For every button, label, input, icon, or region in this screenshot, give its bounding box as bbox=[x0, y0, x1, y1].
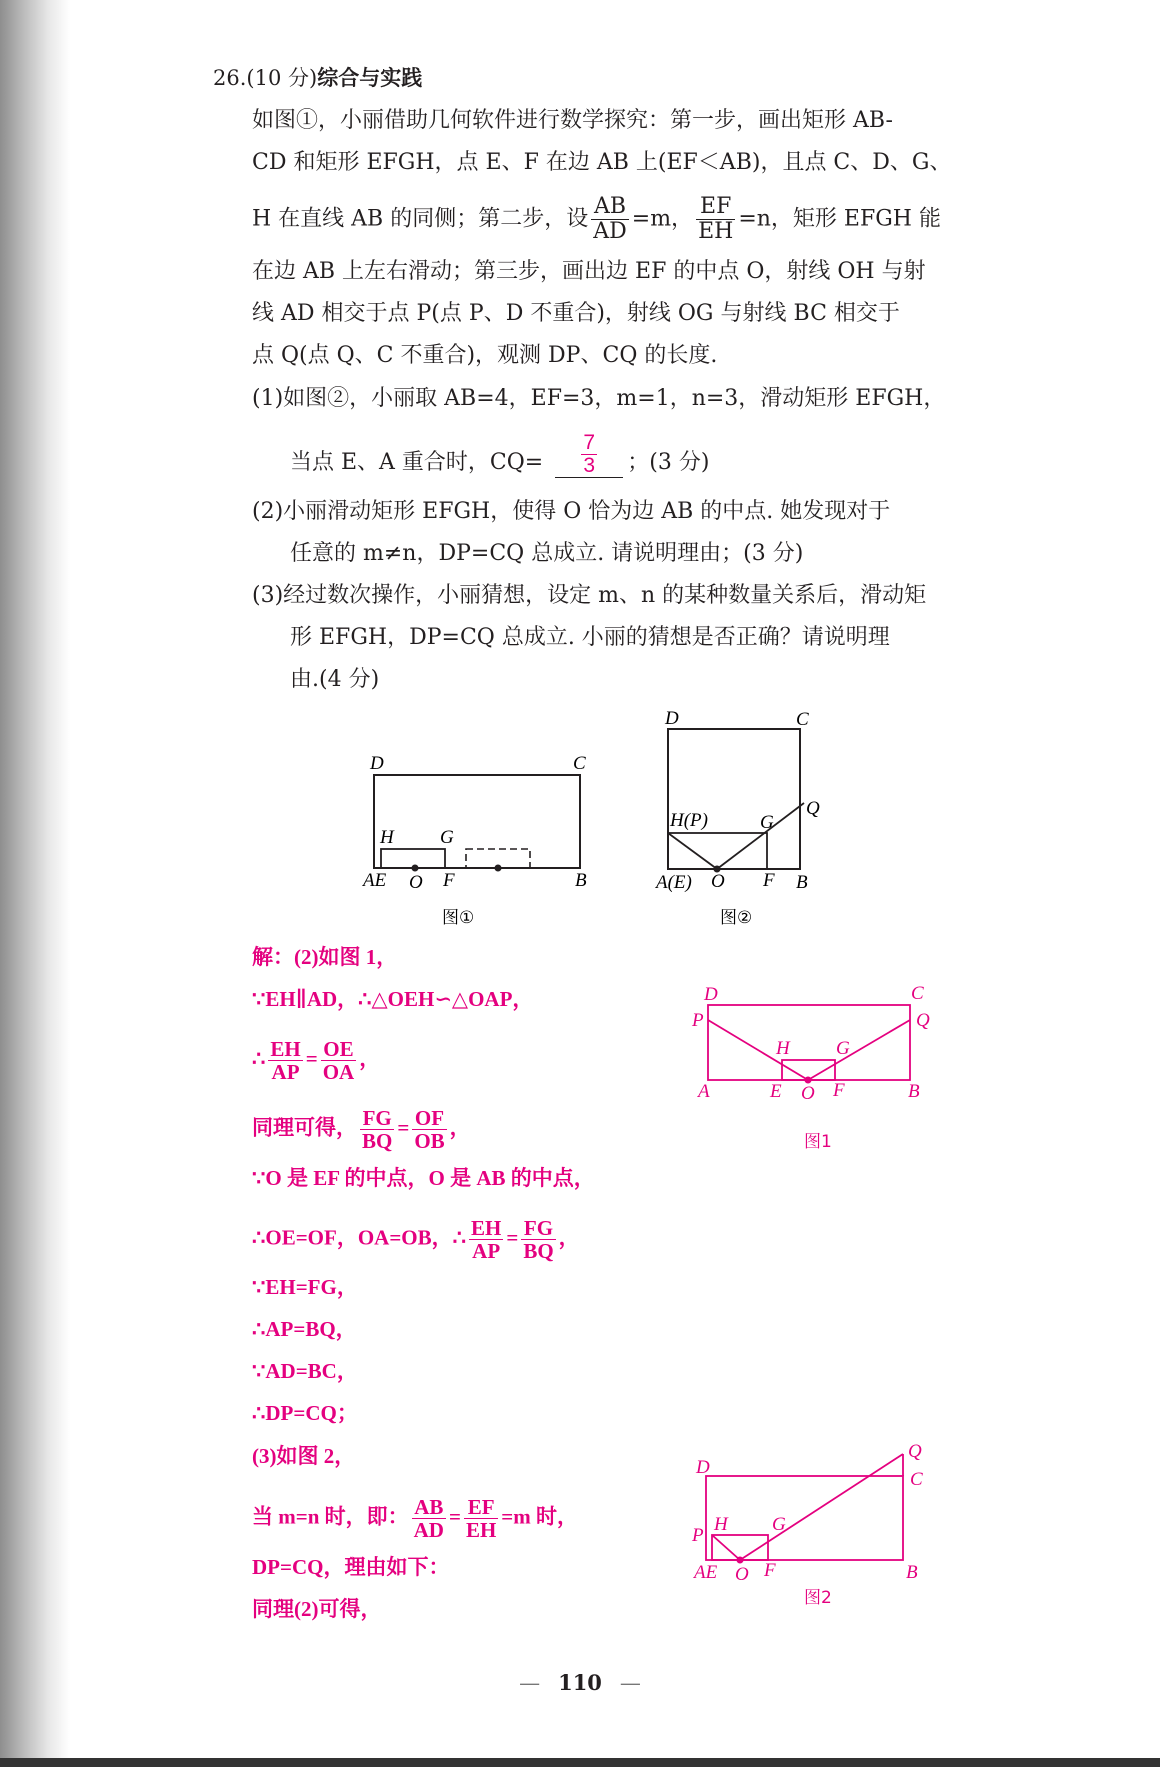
figure-2 bbox=[650, 705, 850, 930]
rect-abcd bbox=[374, 775, 580, 868]
answer-fraction bbox=[581, 432, 597, 477]
part2-line-2: 任意的 m≠n，DP=CQ 总成立. 请说明理由；(3 分) bbox=[290, 541, 804, 566]
figure-1 bbox=[360, 745, 620, 930]
label-f: F bbox=[763, 870, 775, 891]
solution-figure-2 bbox=[690, 1440, 940, 1615]
question-number: 26. bbox=[213, 66, 247, 90]
label-h: H bbox=[776, 1038, 790, 1059]
label-ae: AE bbox=[694, 1562, 718, 1583]
part1-line-2 bbox=[290, 432, 709, 478]
solution-text: ∴ bbox=[252, 1046, 266, 1071]
solution-line-3 bbox=[252, 1038, 380, 1083]
fraction-denominator: OA bbox=[322, 1060, 355, 1084]
ray-oh bbox=[668, 833, 717, 869]
equals: = bbox=[305, 1046, 318, 1071]
solution-line-5: ∵O 是 EF 的中点，O 是 AB 的中点， bbox=[252, 1166, 595, 1190]
point-o bbox=[737, 1557, 744, 1564]
label-f: F bbox=[443, 870, 455, 891]
fraction-denominator: EH bbox=[465, 1518, 497, 1542]
page-number-dash-left: — bbox=[519, 1671, 541, 1695]
fraction-denominator: AD bbox=[593, 219, 627, 244]
solution-text: ， bbox=[558, 1225, 580, 1250]
label-o: O bbox=[735, 1564, 749, 1585]
page-edge-shadow bbox=[0, 0, 70, 1767]
stem-line-6: 点 Q(点 Q、C 不重合)，观测 DP、CQ 的长度. bbox=[252, 343, 718, 368]
label-o: O bbox=[801, 1083, 815, 1104]
solution-line-10: ∴DP=CQ； bbox=[252, 1401, 358, 1425]
fraction-denominator: BQ bbox=[362, 1129, 393, 1153]
answer-numerator: 7 bbox=[583, 431, 596, 454]
solution-text: 同理可得， bbox=[252, 1115, 357, 1140]
solution-line-7: ∵EH=FG， bbox=[252, 1275, 358, 1299]
fraction bbox=[469, 1217, 503, 1262]
solution-figure-2-caption: 图2 bbox=[804, 1588, 832, 1608]
figure-1-caption: 图① bbox=[442, 908, 475, 928]
label-g: G bbox=[440, 827, 454, 848]
label-e: E bbox=[770, 1081, 782, 1102]
fraction-denominator: BQ bbox=[523, 1239, 554, 1263]
fraction-numerator: FG bbox=[360, 1107, 394, 1130]
label-b: B bbox=[906, 1562, 918, 1583]
page-number-dash-right: — bbox=[619, 1671, 641, 1695]
ray-oh bbox=[712, 1535, 740, 1560]
label-p: P bbox=[692, 1525, 704, 1546]
bottom-edge-bar bbox=[0, 1758, 1160, 1767]
rect-efgh bbox=[668, 833, 767, 869]
part3-line-1: (3)经过数次操作，小丽猜想，设定 m、n 的某种数量关系后，滑动矩 bbox=[252, 583, 927, 608]
fraction-numerator: AB bbox=[412, 1496, 446, 1519]
equals: = bbox=[506, 1225, 519, 1250]
label-b: B bbox=[796, 872, 808, 893]
part1-line-1: (1)如图②，小丽取 AB=4，EF=3，m=1，n=3，滑动矩形 EFGH， bbox=[252, 386, 946, 411]
solution-line-13: DP=CQ，理由如下： bbox=[252, 1555, 450, 1579]
point-o-moved bbox=[495, 865, 502, 872]
solution-line-4 bbox=[252, 1107, 471, 1152]
ray-oh bbox=[708, 1020, 808, 1080]
label-c: C bbox=[573, 753, 586, 774]
fraction-denominator: AP bbox=[271, 1060, 300, 1084]
label-d: D bbox=[665, 708, 679, 729]
equals: = bbox=[397, 1115, 410, 1140]
solution-line-2: ∵EH∥AD，∴△OEH∽△OAP， bbox=[252, 987, 534, 1011]
question-header bbox=[213, 63, 422, 93]
label-q: Q bbox=[806, 798, 820, 819]
equals: = bbox=[448, 1504, 461, 1529]
part2-line-1: (2)小丽滑动矩形 EFGH，使得 O 恰为边 AB 的中点. 她发现对于 bbox=[252, 499, 891, 524]
question-topic: 综合与实践 bbox=[317, 66, 423, 90]
part3-line-3: 由.(4 分) bbox=[290, 667, 380, 692]
label-c: C bbox=[796, 709, 809, 730]
label-hp: H(P) bbox=[670, 810, 708, 831]
label-ae: A(E) bbox=[656, 872, 692, 893]
label-f: F bbox=[833, 1080, 845, 1101]
solution-line-1: 解：(2)如图 1， bbox=[252, 945, 398, 969]
part1-line-2-post: ；(3 分) bbox=[627, 450, 710, 475]
label-d: D bbox=[370, 753, 384, 774]
label-g: G bbox=[772, 1514, 786, 1535]
fraction-numerator: EF bbox=[696, 195, 735, 220]
answer-blank bbox=[555, 432, 623, 478]
fraction-ef-eh bbox=[696, 195, 735, 244]
label-q: Q bbox=[908, 1441, 922, 1462]
label-q: Q bbox=[916, 1010, 930, 1031]
solution-figure-1-caption: 图1 bbox=[804, 1132, 832, 1152]
stem-line-4: 在边 AB 上左右滑动；第三步，画出边 EF 的中点 O，射线 OH 与射 bbox=[252, 259, 926, 284]
label-p: P bbox=[692, 1010, 704, 1031]
fraction bbox=[412, 1496, 446, 1541]
solution-line-11: (3)如图 2， bbox=[252, 1444, 356, 1468]
label-b: B bbox=[575, 870, 587, 891]
figure-2-caption: 图② bbox=[720, 908, 753, 928]
fraction-denominator: EH bbox=[698, 219, 734, 244]
fraction bbox=[412, 1107, 446, 1152]
stem-line-3-post: =n，矩形 EFGH 能 bbox=[738, 206, 941, 232]
solution-line-9: ∵AD=BC， bbox=[252, 1359, 358, 1383]
label-h: H bbox=[380, 827, 394, 848]
label-h: H bbox=[714, 1514, 728, 1535]
label-ae: AE bbox=[363, 870, 387, 891]
solution-line-12 bbox=[252, 1496, 578, 1541]
question-score: (10 分) bbox=[246, 66, 318, 90]
solution-line-6 bbox=[252, 1217, 580, 1262]
stem-line-2: CD 和矩形 EFGH，点 E、F 在边 AB 上(EF＜AB)，且点 C、D、G、 bbox=[252, 150, 952, 175]
fraction-denominator: OB bbox=[414, 1129, 445, 1153]
solution-line-14: 同理(2)可得， bbox=[252, 1597, 382, 1621]
solution-line-8: ∴AP=BQ， bbox=[252, 1317, 357, 1341]
solution-figure-1 bbox=[690, 980, 940, 1155]
stem-line-3 bbox=[252, 195, 941, 244]
label-g: G bbox=[760, 812, 774, 833]
point-o bbox=[412, 865, 419, 872]
fraction-numerator: FG bbox=[521, 1217, 555, 1240]
solution-text: =m 时， bbox=[501, 1504, 579, 1529]
solution-text: 当 m=n 时，即： bbox=[252, 1504, 409, 1529]
solution-text: ， bbox=[449, 1115, 471, 1140]
fraction-numerator: AB bbox=[591, 195, 629, 220]
fraction-numerator: OF bbox=[412, 1107, 446, 1130]
fraction-denominator: AD bbox=[413, 1518, 444, 1542]
fraction bbox=[464, 1496, 498, 1541]
fraction-denominator: AP bbox=[472, 1239, 501, 1263]
rect-abcd bbox=[708, 1005, 910, 1080]
label-b: B bbox=[908, 1081, 920, 1102]
label-d: D bbox=[696, 1457, 710, 1478]
ray-og bbox=[808, 1020, 910, 1080]
label-c: C bbox=[910, 1469, 923, 1490]
answer-denominator: 3 bbox=[583, 454, 596, 477]
label-d: D bbox=[704, 984, 718, 1005]
fraction-numerator: EF bbox=[464, 1496, 498, 1519]
part1-line-2-text: 当点 E、A 重合时，CQ= bbox=[290, 450, 544, 475]
fraction bbox=[360, 1107, 394, 1152]
part3-line-2: 形 EFGH，DP=CQ 总成立. 小丽的猜想是否正确？请说明理 bbox=[290, 625, 890, 650]
ray-og bbox=[740, 1454, 903, 1560]
fraction-ab-ad bbox=[591, 195, 629, 244]
stem-line-5: 线 AD 相交于点 P(点 P、D 不重合)，射线 OG 与射线 BC 相交于 bbox=[252, 301, 900, 326]
label-a: A bbox=[698, 1081, 710, 1102]
fraction bbox=[321, 1038, 357, 1083]
solution-text: ， bbox=[359, 1046, 381, 1071]
label-c: C bbox=[911, 983, 924, 1004]
label-g: G bbox=[836, 1038, 850, 1059]
label-f: F bbox=[764, 1560, 776, 1581]
stem-line-1: 如图①，小丽借助几何软件进行数学探究：第一步，画出矩形 AB- bbox=[252, 108, 893, 133]
fraction bbox=[521, 1217, 555, 1262]
fraction-numerator: EH bbox=[270, 1037, 301, 1061]
label-o: O bbox=[409, 872, 423, 893]
fraction-numerator: OE bbox=[321, 1038, 357, 1061]
stem-line-3-mid: =m， bbox=[631, 206, 694, 232]
page-number bbox=[0, 1670, 1160, 1695]
page-number-value: 110 bbox=[558, 1670, 602, 1695]
fraction bbox=[268, 1038, 302, 1083]
solution-text: ∴OE=OF，OA=OB，∴ bbox=[252, 1225, 466, 1250]
label-o: O bbox=[711, 871, 725, 892]
stem-line-3-text: H 在直线 AB 的同侧；第二步，设 bbox=[252, 206, 589, 232]
fraction-numerator: EH bbox=[471, 1216, 502, 1240]
